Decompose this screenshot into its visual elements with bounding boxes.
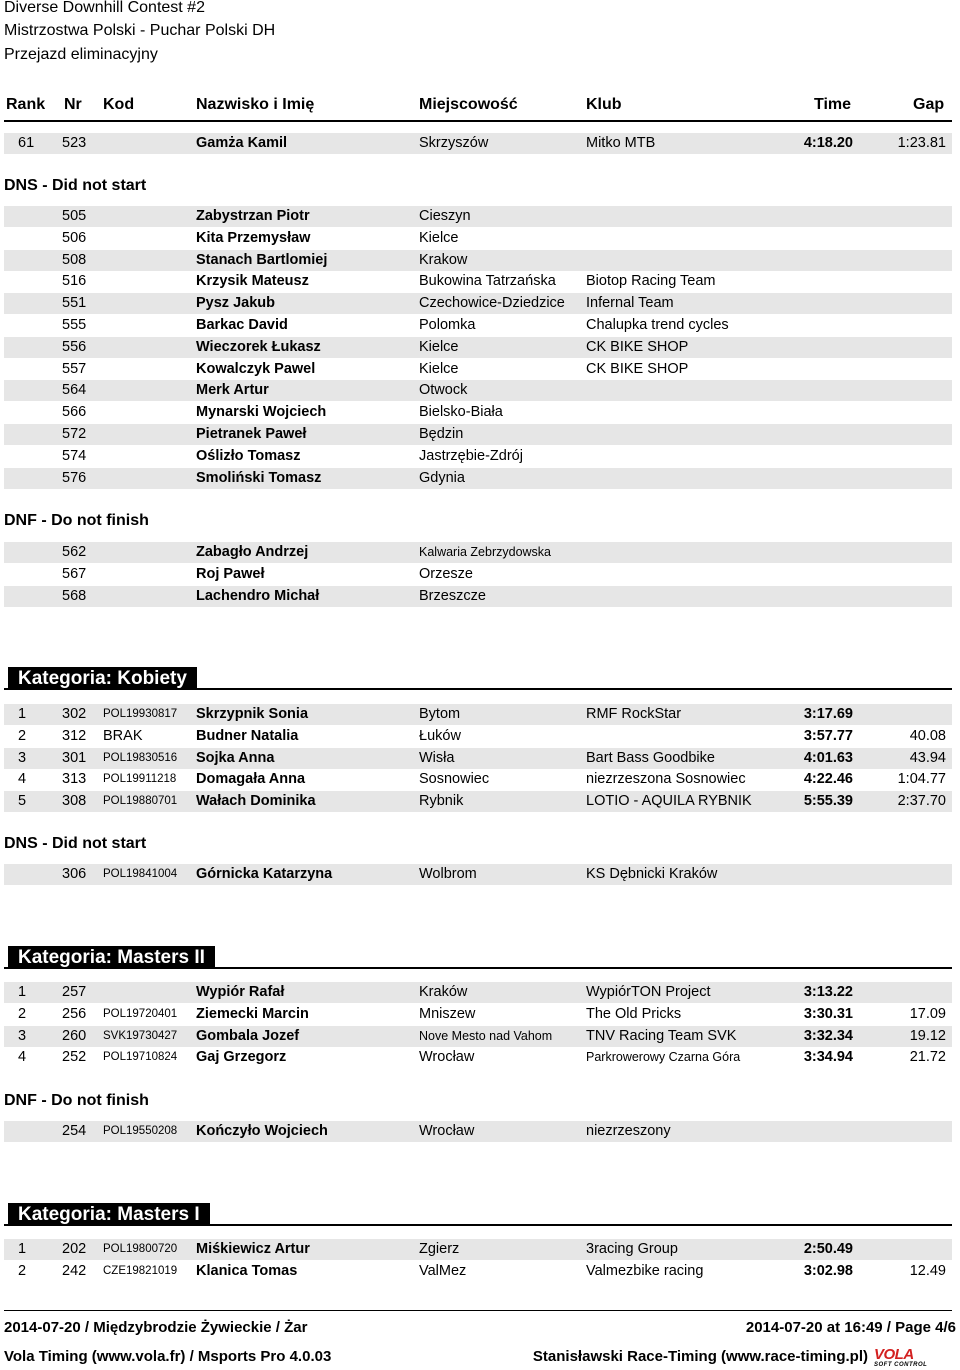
table-row	[4, 293, 952, 314]
rider-name-cell: Kita Przemysław	[196, 229, 311, 246]
city-cell: Czechowice-Dziedzice	[419, 295, 565, 312]
rider-name-cell: Mynarski Wojciech	[196, 404, 327, 421]
bib-cell: 568	[62, 587, 87, 604]
bib-cell: 564	[62, 382, 87, 399]
city-cell: Wrocław	[419, 1049, 475, 1066]
gap-cell: 1:23.81	[897, 135, 946, 151]
rider-name-cell: Górnicka Katarzyna	[196, 866, 333, 882]
rider-name-cell: Wałach Dominika	[196, 793, 316, 810]
club-cell: 3racing Group	[586, 1241, 678, 1257]
gap-cell: 12.49	[909, 1262, 946, 1279]
license-code-cell: POL19800720	[103, 1243, 178, 1255]
city-cell: Kielce	[419, 229, 459, 246]
bib-cell: 572	[62, 426, 87, 442]
category-title-masters2: Kategoria: Masters II	[8, 946, 215, 969]
table-row	[4, 1047, 952, 1068]
club-cell: TNV Racing Team SVK	[586, 1027, 737, 1044]
rank-cell: 3	[18, 1027, 27, 1044]
bib-cell: 313	[62, 771, 87, 788]
club-cell: Bart Bass Goodbike	[586, 749, 715, 766]
rider-name-cell: Gaj Grzegorz	[196, 1049, 287, 1066]
city-cell: Krakow	[419, 251, 468, 268]
time-cell: 2:50.49	[803, 1241, 853, 1257]
gap-cell: 43.94	[909, 749, 946, 766]
bib-cell: 505	[62, 208, 87, 224]
bib-cell: 202	[62, 1241, 87, 1257]
license-code-cell: POL19720401	[103, 1007, 178, 1020]
club-cell: KS Dębnicki Kraków	[586, 866, 718, 882]
col-club: Klub	[586, 96, 622, 113]
club-cell: LOTIO - AQUILA RYBNIK	[586, 793, 752, 810]
time-cell: 5:55.39	[803, 793, 853, 810]
rank-cell: 4	[18, 1049, 27, 1066]
rider-name-cell: Gombala Jozef	[196, 1027, 300, 1044]
rider-name-cell: Gamża Kamil	[196, 135, 288, 151]
city-cell: Zgierz	[419, 1241, 460, 1257]
club-cell: RMF RockStar	[586, 706, 682, 722]
license-code-cell: POL19841004	[103, 868, 178, 880]
rider-name-cell: Skrzypnik Sonia	[196, 706, 309, 722]
time-cell: 3:30.31	[803, 1005, 853, 1022]
rider-name-cell: Wypiór Rafał	[196, 984, 285, 1000]
vola-logo: VOLA SOFT CONTROL	[874, 1346, 928, 1368]
rider-name-cell: Krzysik Mateusz	[196, 273, 309, 290]
city-cell: Kraków	[419, 984, 468, 1000]
rider-name-cell: Budner Natalia	[196, 727, 299, 744]
bib-cell: 576	[62, 469, 87, 486]
city-cell: Polomka	[419, 317, 476, 333]
rank-cell: 3	[18, 749, 27, 766]
rider-name-cell: Kończyło Wojciech	[196, 1123, 328, 1139]
license-code-cell: POL19830516	[103, 751, 178, 764]
table-row	[4, 337, 952, 358]
footer-date-location: 2014-07-20 / Międzybrodzie Żywieckie / Żar	[4, 1319, 308, 1336]
gap-cell: 40.08	[909, 727, 946, 744]
table-row	[4, 206, 952, 227]
table-row	[4, 748, 952, 769]
gap-cell: 19.12	[909, 1027, 946, 1044]
bib-cell: 566	[62, 404, 87, 421]
city-cell: Jastrzębie-Zdrój	[419, 447, 523, 464]
table-row	[4, 380, 952, 401]
table-row	[4, 1004, 952, 1025]
table-row	[4, 726, 952, 747]
rider-name-cell: Merk Artur	[196, 382, 269, 399]
bib-cell: 252	[62, 1049, 87, 1066]
city-cell: Rybnik	[419, 793, 464, 810]
city-cell: Łuków	[419, 727, 461, 744]
city-cell: Kalwaria Zebrzydowska	[419, 545, 551, 559]
event-title: Diverse Downhill Contest #2	[4, 0, 205, 16]
city-cell: Wolbrom	[419, 866, 477, 882]
city-cell: Wisła	[419, 749, 455, 766]
license-code-cell: POL19710824	[103, 1051, 178, 1064]
bib-cell: 555	[62, 317, 87, 333]
footer-timing-company: Stanisławski Race-Timing (www.race-timing.pl)	[532, 1348, 868, 1365]
table-row	[4, 424, 952, 445]
club-cell: Chalupka trend cycles	[586, 317, 729, 333]
table-row	[4, 315, 952, 336]
table-row	[4, 982, 952, 1003]
footer-page-info: 2014-07-20 at 16:49 / Page 4/6	[745, 1319, 956, 1336]
license-code-cell: BRAK	[103, 727, 143, 744]
time-cell: 3:02.98	[803, 1262, 853, 1279]
col-rank: Rank	[6, 96, 46, 113]
run-title: Przejazd eliminacyjny	[4, 46, 158, 63]
table-row	[4, 1239, 952, 1260]
rank-cell: 1	[18, 1241, 27, 1257]
bib-cell: 242	[62, 1262, 87, 1279]
license-code-cell: POL19930817	[103, 708, 178, 720]
city-cell: Sosnowiec	[419, 771, 490, 788]
rider-name-cell: Barkac David	[196, 317, 288, 333]
rider-name-cell: Sojka Anna	[196, 749, 275, 766]
club-cell: The Old Pricks	[586, 1005, 682, 1022]
time-cell: 3:32.34	[803, 1027, 853, 1044]
table-row	[4, 1261, 952, 1282]
gap-cell: 17.09	[909, 1005, 946, 1022]
club-cell: niezrzeszona Sosnowiec	[586, 771, 746, 788]
footer-software: Vola Timing (www.vola.fr) / Msports Pro 4.0.03	[4, 1348, 332, 1365]
table-row	[4, 791, 952, 812]
rank-cell: 1	[18, 984, 27, 1000]
rider-name-cell: Smoliński Tomasz	[196, 469, 322, 486]
bib-cell: 308	[62, 793, 87, 810]
rank-cell: 2	[18, 1262, 27, 1279]
col-name: Nazwisko i Imię	[196, 96, 315, 113]
club-cell: WypiórTON Project	[586, 984, 711, 1000]
license-code-cell: CZE19821019	[103, 1264, 178, 1277]
championship-title: Mistrzostwa Polski - Puchar Polski DH	[4, 22, 276, 39]
rider-name-cell: Pietranek Paweł	[196, 426, 307, 442]
city-cell: Będzin	[419, 426, 464, 442]
bib-cell: 301	[62, 749, 87, 766]
license-code-cell: POL19911218	[103, 773, 177, 786]
club-cell: Biotop Racing Team	[586, 273, 716, 290]
city-cell: Otwock	[419, 382, 468, 399]
bib-cell: 256	[62, 1005, 87, 1022]
club-cell: Mitko MTB	[586, 135, 656, 151]
rider-name-cell: Pysz Jakub	[196, 295, 275, 312]
time-cell: 4:22.46	[803, 771, 853, 788]
club-cell: CK BIKE SHOP	[586, 338, 689, 355]
rider-name-cell: Miśkiewicz Artur	[196, 1241, 310, 1257]
rider-name-cell: Stanach Bartlomiej	[196, 251, 328, 268]
bib-cell: 506	[62, 229, 87, 246]
category-title-masters1: Kategoria: Masters I	[8, 1203, 210, 1226]
city-cell: Nove Mesto nad Vahom	[419, 1028, 553, 1043]
license-code-cell: POL19550208	[103, 1125, 178, 1137]
bib-cell: 260	[62, 1027, 87, 1044]
gap-cell: 2:37.70	[897, 793, 946, 810]
rider-name-cell: Klanica Tomas	[196, 1262, 298, 1279]
rank-cell: 2	[18, 1005, 27, 1022]
rider-name-cell: Zabystrzan Piotr	[196, 208, 310, 224]
club-cell: niezrzeszony	[586, 1123, 671, 1139]
rider-name-cell: Wieczorek Łukasz	[196, 338, 321, 355]
license-code-cell: POL19880701	[103, 795, 178, 808]
time-cell: 3:34.94	[803, 1049, 853, 1066]
club-cell: Parkrowerowy Czarna Góra	[586, 1050, 741, 1065]
rank-cell: 4	[18, 771, 27, 788]
city-cell: Mniszew	[419, 1005, 476, 1022]
bib-cell: 302	[62, 706, 87, 722]
rank-cell: 61	[18, 135, 35, 151]
footer-rule	[4, 1310, 952, 1311]
table-row	[4, 564, 952, 585]
col-gap: Gap	[913, 96, 945, 113]
club-cell: Valmezbike racing	[586, 1262, 704, 1279]
table-row	[4, 271, 952, 292]
time-cell: 3:17.69	[803, 706, 853, 722]
rank-cell: 1	[18, 706, 27, 722]
bib-cell: 551	[62, 295, 87, 312]
col-city: Miejscowość	[419, 96, 518, 113]
table-row	[4, 704, 952, 725]
section-dns-kobiety: DNS - Did not start	[4, 835, 147, 852]
table-row	[4, 769, 952, 790]
city-cell: Bielsko-Biała	[419, 404, 503, 421]
city-cell: Orzesze	[419, 565, 473, 582]
club-cell: Infernal Team	[586, 295, 674, 312]
table-row	[4, 402, 952, 423]
city-cell: Kielce	[419, 360, 459, 377]
time-cell: 3:13.22	[803, 984, 853, 1000]
bib-cell: 562	[62, 544, 87, 560]
rider-name-cell: Ziemecki Marcin	[196, 1005, 309, 1022]
col-kod: Kod	[103, 96, 135, 113]
city-cell: Kielce	[419, 338, 459, 355]
section-dnf-men: DNF - Do not finish	[4, 512, 149, 529]
bib-cell: 557	[62, 360, 87, 377]
category-title-kobiety: Kategoria: Kobiety	[8, 667, 197, 690]
gap-cell: 1:04.77	[897, 771, 946, 788]
rider-name-cell: Zabagło Andrzej	[196, 544, 309, 560]
city-cell: Brzeszcze	[419, 587, 486, 604]
rank-cell: 5	[18, 793, 27, 810]
city-cell: ValMez	[419, 1262, 467, 1279]
bib-cell: 312	[62, 727, 87, 744]
bib-cell: 567	[62, 565, 87, 582]
section-dnf-masters2: DNF - Do not finish	[4, 1092, 149, 1109]
bib-cell: 574	[62, 447, 87, 464]
table-row	[4, 864, 952, 885]
table-row	[4, 250, 952, 271]
rider-name-cell: Roj Paweł	[196, 565, 265, 582]
bib-cell: 306	[62, 866, 87, 882]
table-row	[4, 133, 952, 154]
table-row	[4, 1121, 952, 1142]
rider-name-cell: Oślizło Tomasz	[196, 447, 301, 464]
city-cell: Bytom	[419, 706, 461, 722]
bib-cell: 508	[62, 251, 87, 268]
time-cell: 4:01.63	[803, 749, 853, 766]
section-dns-men: DNS - Did not start	[4, 177, 147, 194]
city-cell: Wrocław	[419, 1123, 475, 1139]
table-row	[4, 542, 952, 563]
bib-cell: 257	[62, 984, 87, 1000]
city-cell: Bukowina Tatrzańska	[419, 273, 556, 290]
bib-cell: 556	[62, 338, 87, 355]
rank-cell: 2	[18, 727, 27, 744]
table-row	[4, 359, 952, 380]
bib-cell: 254	[62, 1123, 87, 1139]
license-code-cell: SVK19730427	[103, 1029, 178, 1042]
city-cell: Cieszyn	[419, 208, 471, 224]
time-cell: 3:57.77	[803, 727, 853, 744]
gap-cell: 21.72	[909, 1049, 946, 1066]
city-cell: Gdynia	[419, 469, 465, 486]
col-nr: Nr	[64, 96, 82, 113]
header-rule	[4, 120, 952, 122]
col-time: Time	[814, 96, 852, 113]
rider-name-cell: Lachendro Michał	[196, 587, 320, 604]
bib-cell: 523	[62, 135, 87, 151]
table-row	[4, 1026, 952, 1047]
table-row	[4, 446, 952, 467]
table-row	[4, 586, 952, 607]
time-cell: 4:18.20	[803, 135, 853, 151]
city-cell: Skrzyszów	[419, 135, 489, 151]
club-cell: CK BIKE SHOP	[586, 360, 689, 377]
table-row	[4, 468, 952, 489]
rider-name-cell: Domagała Anna	[196, 771, 306, 788]
bib-cell: 516	[62, 273, 87, 290]
table-row	[4, 228, 952, 249]
rider-name-cell: Kowalczyk Pawel	[196, 360, 316, 377]
